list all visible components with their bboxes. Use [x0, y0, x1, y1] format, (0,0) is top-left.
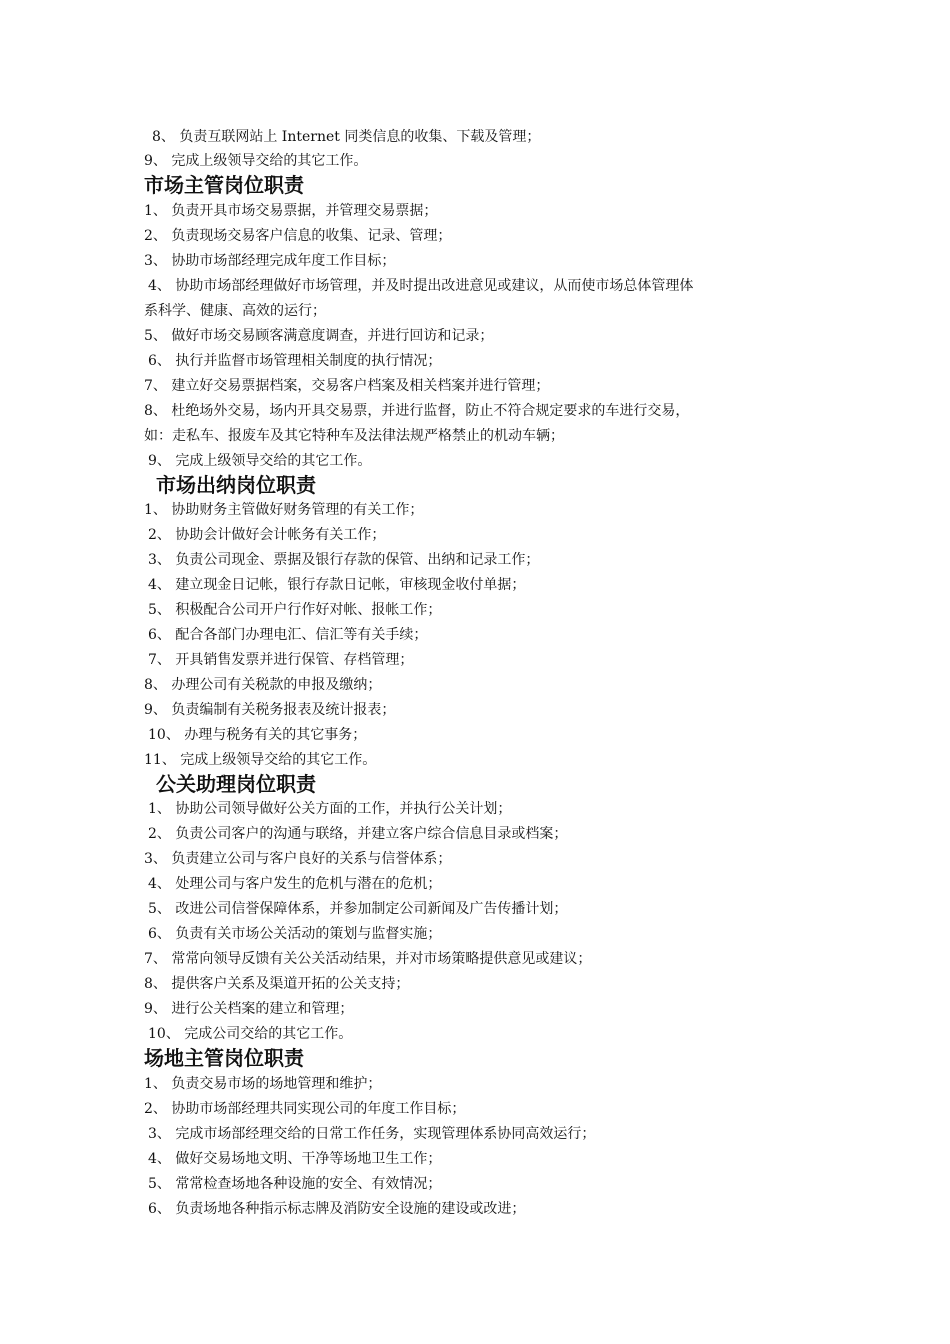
text-line: 4、 协助市场部经理做好市场管理，并及时提出改进意见或建议，从而使市场总体管理体: [148, 278, 694, 294]
text-line: 5、 常常检查场地各种设施的安全、有效情况；: [148, 1176, 442, 1192]
text-line: 7、 常常向领导反馈有关公关活动结果，并对市场策略提供意见或建议；: [144, 951, 592, 967]
text-line: 1、 协助财务主管做好财务管理的有关工作；: [144, 502, 424, 518]
text-line: 1、 协助公司领导做好公关方面的工作，并执行公关计划；: [148, 801, 512, 817]
text-line: 2、 协助会计做好会计帐务有关工作；: [148, 527, 386, 543]
section-heading: 公关助理岗位职责: [156, 772, 316, 796]
text-line: 4、 建立现金日记帐，银行存款日记帐，审核现金收付单据；: [148, 577, 526, 593]
text-line: 1、 负责开具市场交易票据，并管理交易票据；: [144, 203, 438, 219]
text-line: 如：走私车、报废车及其它特种车及法律法规严格禁止的机动车辆；: [144, 428, 564, 444]
text-line: 5、 积极配合公司开户行作好对帐、报帐工作；: [148, 602, 442, 618]
text-line: 8、 杜绝场外交易，场内开具交易票，并进行监督，防止不符合规定要求的车进行交易，: [144, 403, 690, 419]
text-line: 2、 协助市场部经理共同实现公司的年度工作目标；: [144, 1101, 466, 1117]
text-line: 2、 负责公司客户的沟通与联络，并建立客户综合信息目录或档案；: [148, 826, 568, 842]
text-line: 6、 配合各部门办理电汇、信汇等有关手续；: [148, 627, 428, 643]
text-line: 9、 进行公关档案的建立和管理；: [144, 1001, 354, 1017]
section-heading: 场地主管岗位职责: [144, 1046, 304, 1070]
text-line: 11、 完成上级领导交给的其它工作。: [144, 752, 377, 768]
text-line: 5、 改进公司信誉保障体系，并参加制定公司新闻及广告传播计划；: [148, 901, 568, 917]
text-line: 1、 负责交易市场的场地管理和维护；: [144, 1076, 382, 1092]
text-line: 4、 做好交易场地文明、干净等场地卫生工作；: [148, 1151, 442, 1167]
text-line: 8、 办理公司有关税款的申报及缴纳；: [144, 677, 382, 693]
text-line: 7、 建立好交易票据档案，交易客户档案及相关档案并进行管理；: [144, 378, 550, 394]
text-line: 3、 协助市场部经理完成年度工作目标；: [144, 253, 396, 269]
text-line: 3、 负责建立公司与客户良好的关系与信誉体系；: [144, 851, 452, 867]
text-line: 6、 负责有关市场公关活动的策划与监督实施；: [148, 926, 442, 942]
text-line: 3、 完成市场部经理交给的日常工作任务，实现管理体系协同高效运行；: [148, 1126, 596, 1142]
text-line: 4、 处理公司与客户发生的危机与潜在的危机；: [148, 876, 442, 892]
section-heading: 市场出纳岗位职责: [156, 473, 316, 497]
text-line: 2、 负责现场交易客户信息的收集、记录、管理；: [144, 228, 452, 244]
text-line: 9、 完成上级领导交给的其它工作。: [148, 453, 372, 469]
text-line: 9、 完成上级领导交给的其它工作。: [144, 153, 368, 169]
text-line: 系科学、健康、高效的运行；: [144, 303, 326, 319]
text-line: 6、 执行并监督市场管理相关制度的执行情况；: [148, 353, 442, 369]
text-line: 10、 办理与税务有关的其它事务；: [148, 727, 367, 743]
text-line: 7、 开具销售发票并进行保管、存档管理；: [148, 652, 414, 668]
text-line: 6、 负责场地各种指示标志牌及消防安全设施的建设或改进；: [148, 1201, 526, 1217]
text-line: 8、 提供客户关系及渠道开拓的公关支持；: [144, 976, 410, 992]
text-line: 10、 完成公司交给的其它工作。: [148, 1026, 353, 1042]
text-line: 9、 负责编制有关税务报表及统计报表；: [144, 702, 396, 718]
text-line: 8、 负责互联网站上 Internet 同类信息的收集、下载及管理；: [152, 129, 541, 145]
section-heading: 市场主管岗位职责: [144, 173, 304, 197]
text-line: 3、 负责公司现金、票据及银行存款的保管、出纳和记录工作；: [148, 552, 540, 568]
text-line: 5、 做好市场交易顾客满意度调查，并进行回访和记录；: [144, 328, 494, 344]
